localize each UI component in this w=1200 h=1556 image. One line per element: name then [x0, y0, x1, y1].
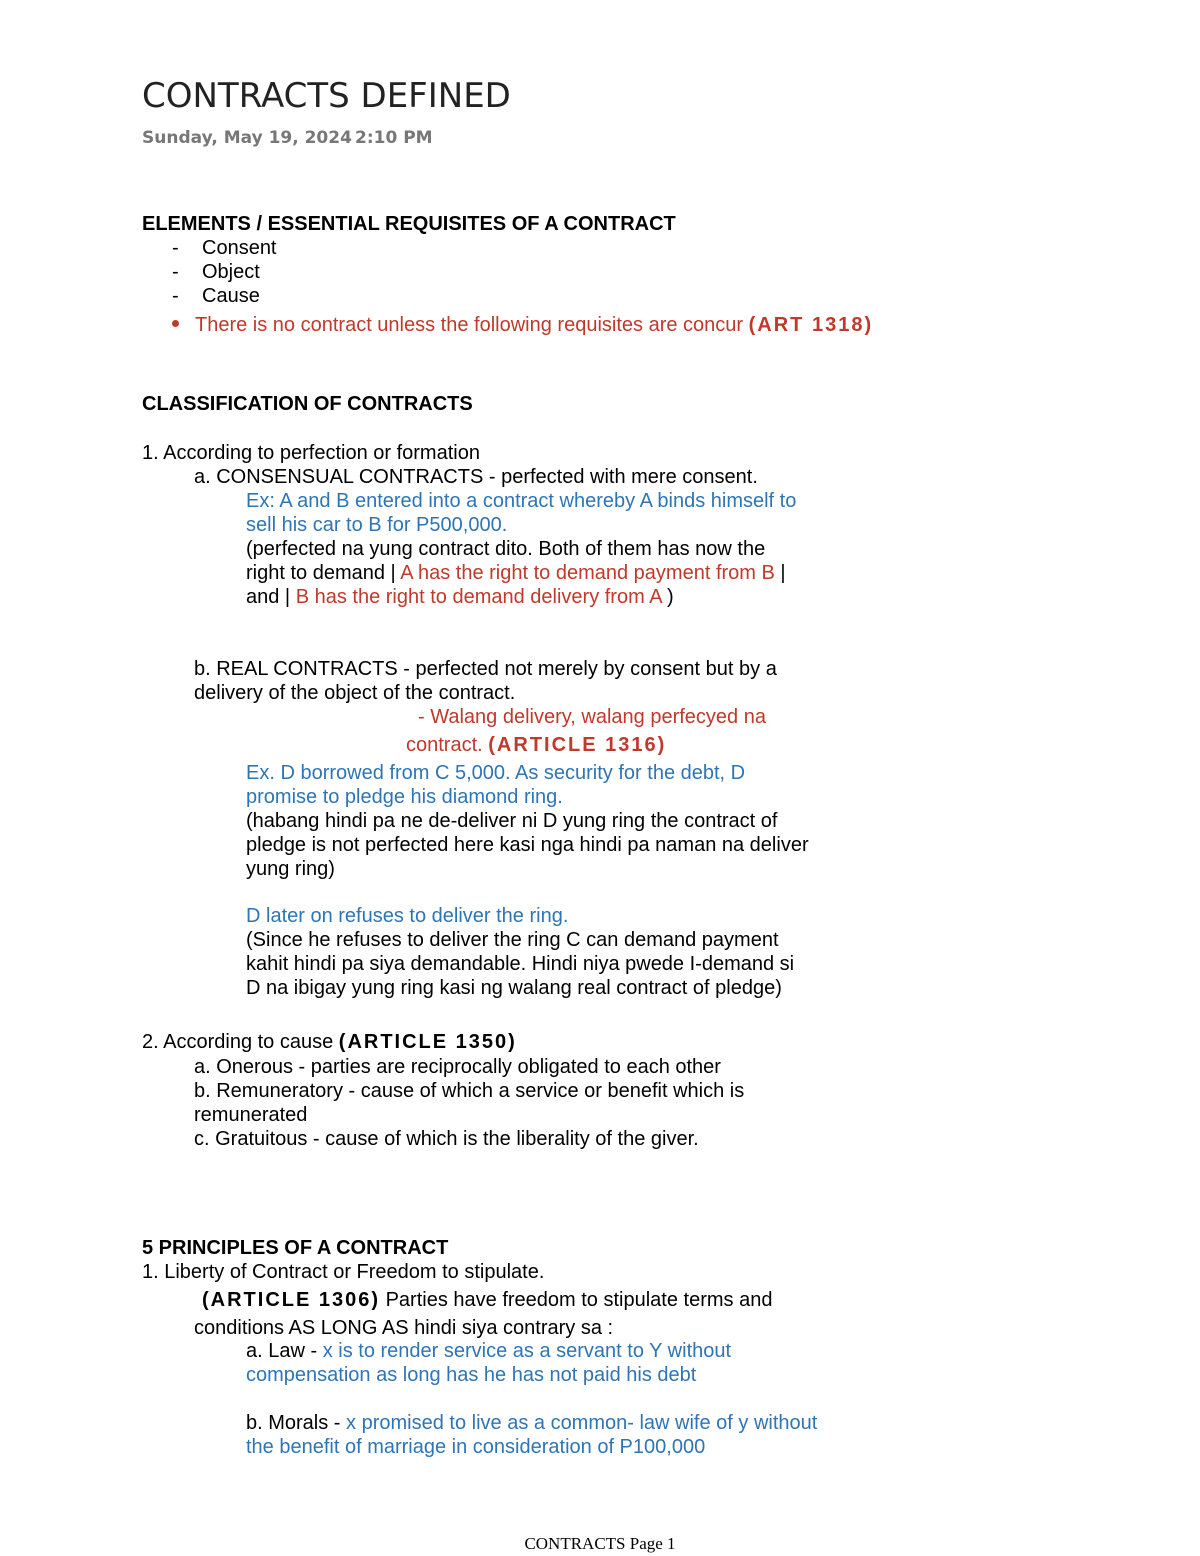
principle-morals: [246, 1411, 817, 1435]
real-note-text: pledge is not perfected here kasi nga hindi pa naman na deliver: [246, 834, 809, 856]
consensual-example: sell his car to B for P500,000.: [246, 514, 508, 536]
real-note: - Walang delivery, walang perfecyed na: [418, 706, 766, 728]
page-title: CONTRACTS DEFINED: [142, 76, 511, 116]
article-ref: (ART 1318): [748, 314, 874, 336]
law-example: compensation as long has he has not paid his debt: [246, 1364, 697, 1386]
morals-label: b. Morals -: [246, 1412, 347, 1434]
elements-heading: ELEMENTS / ESSENTIAL REQUISITES OF A CONTRACT: [142, 213, 676, 235]
classification-item-1: 1. According to perfection or formation: [142, 442, 480, 464]
article-ref: (ARTICLE 1316): [488, 734, 667, 756]
real-example: Ex. D borrowed from C 5,000. As security for the debt, D: [246, 762, 746, 784]
real-label: b. REAL CONTRACTS - perfected not merely by consent but by a: [194, 658, 777, 680]
real-note-text: kahit hindi pa siya demandable. Hindi niya pwede I-demand si: [246, 953, 795, 975]
real-note-text: D na ibigay yung ring kasi ng walang real contract of pledge): [246, 977, 782, 999]
cause-item: a. Onerous - parties are reciprocally obligated to each other: [194, 1056, 721, 1078]
cause-item: remunerated: [194, 1104, 308, 1126]
cause-item: b. Remuneratory - cause of which a service or benefit which is: [194, 1080, 745, 1102]
consensual-note: [246, 561, 786, 585]
classification-item-2-text: 2. According to cause: [142, 1031, 339, 1053]
law-label: a. Law -: [246, 1340, 323, 1362]
real-note-text: contract.: [406, 734, 489, 756]
real-example: D later on refuses to deliver the ring.: [246, 905, 569, 927]
real-example: promise to pledge his diamond ring.: [246, 786, 563, 808]
real-note-text: yung ring): [246, 858, 335, 880]
page-time: 2:10 PM: [355, 128, 433, 148]
law-example: x is to render service as a servant to Y without: [322, 1340, 732, 1362]
elements-note-text: There is no contract unless the following requisites are concur: [195, 314, 744, 336]
cause-item: c. Gratuitous - cause of which is the liberality of the giver.: [194, 1128, 699, 1150]
principle-law: [246, 1339, 731, 1363]
note-text: and |: [246, 586, 296, 608]
article-ref: (ARTICLE 1350): [338, 1031, 517, 1053]
principle-item-1: 1. Liberty of Contract or Freedom to stipulate.: [142, 1261, 545, 1283]
page-date: Sunday, May 19, 2024: [142, 128, 352, 148]
page-footer: CONTRACTS Page 1: [524, 1534, 676, 1553]
note-highlight: B has the right to demand delivery from A: [295, 586, 662, 608]
consensual-note: [246, 585, 674, 609]
real-label: delivery of the object of the contract.: [194, 682, 516, 704]
morals-example: x promised to live as a common- law wife of y without: [346, 1412, 818, 1434]
note-text: right to demand |: [246, 562, 401, 584]
classification-heading: CLASSIFICATION OF CONTRACTS: [142, 393, 473, 415]
morals-example: the benefit of marriage in consideration of P100,000: [246, 1436, 706, 1458]
list-item-label: Consent: [202, 237, 277, 259]
principle-article: [202, 1288, 772, 1312]
real-note: [406, 733, 666, 757]
list-item-label: Cause: [202, 285, 260, 307]
classification-item-2: [142, 1030, 517, 1054]
note-text: |: [774, 562, 786, 584]
list-item-label: Object: [202, 261, 260, 283]
elements-note: [172, 313, 873, 337]
real-note-text: (habang hindi pa ne de-deliver ni D yung ring the contract of: [246, 810, 778, 832]
principle-article-text: conditions AS LONG AS hindi siya contrary sa :: [194, 1317, 614, 1339]
list-item: - Consent: [172, 237, 277, 259]
note-highlight: A has the right to demand payment from B: [400, 562, 775, 584]
consensual-example: Ex: A and B entered into a contract whereby A binds himself to: [246, 490, 797, 512]
list-item: - Object: [172, 261, 260, 283]
article-ref: (ARTICLE 1306): [202, 1289, 381, 1311]
principle-article-text: Parties have freedom to stipulate terms and: [380, 1289, 773, 1311]
principles-heading: 5 PRINCIPLES OF A CONTRACT: [142, 1237, 449, 1259]
consensual-label: a. CONSENSUAL CONTRACTS - perfected with mere consent.: [194, 466, 758, 488]
note-text: ): [661, 586, 674, 608]
list-item: - Cause: [172, 285, 260, 307]
real-note-text: (Since he refuses to deliver the ring C can demand payment: [246, 929, 779, 951]
bullet-icon: [172, 320, 179, 327]
consensual-note: (perfected na yung contract dito. Both of them has now the: [246, 538, 766, 560]
